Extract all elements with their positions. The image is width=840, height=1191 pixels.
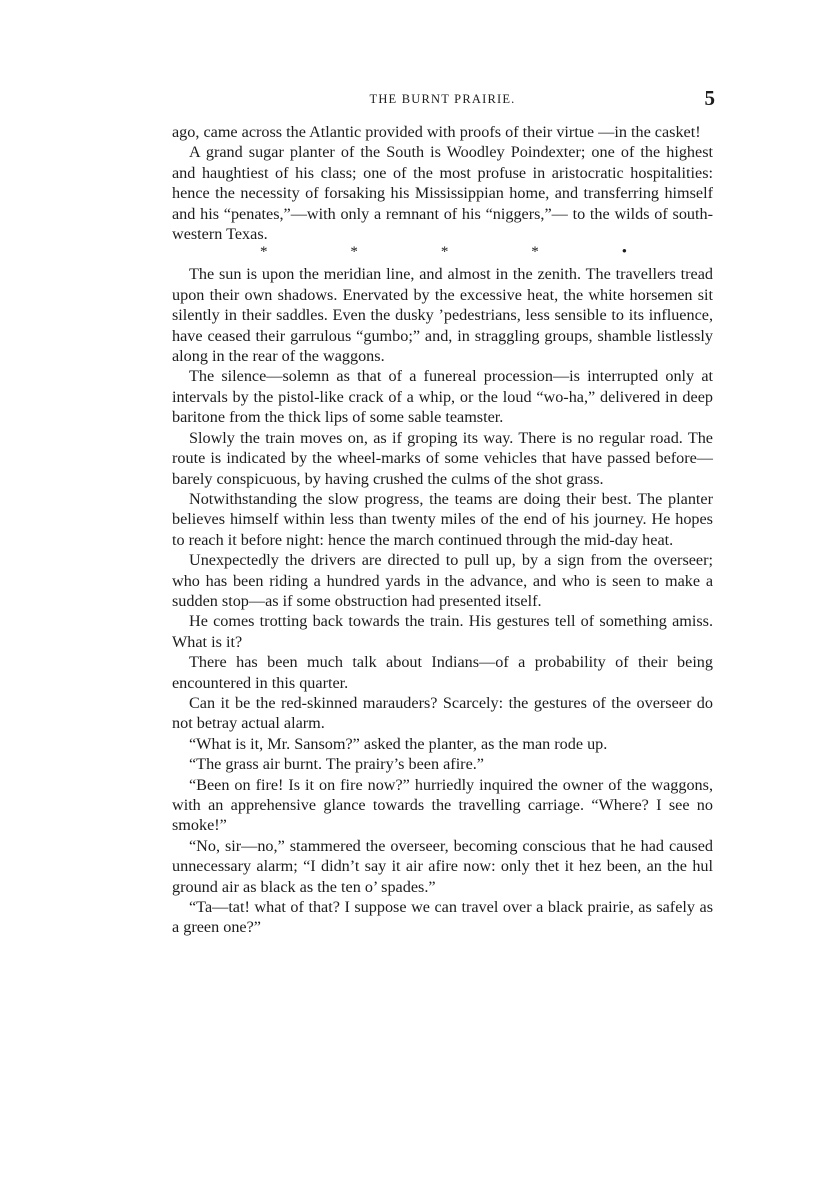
running-head: [172, 86, 713, 112]
paragraph: A grand sugar planter of the South is Woodley Poindexter; one of the highest and haughtiest of his class; one of the most profuse in aristocratic hospitalities: hence the necessity of forsaking his Mississippian home, and transferring himself and his “penates,”—with only a remnant of his “niggers,”— to the wilds of south-western Texas.: [172, 143, 713, 244]
paragraph: “What is it, Mr. Sansom?” asked the planter, as the man rode up.: [189, 734, 608, 753]
paragraph: He comes trotting back towards the train. His gestures tell of something amiss. What is it?: [172, 612, 713, 651]
section-break-mark: *: [350, 244, 358, 261]
paragraph: “No, sir—no,” stammered the overseer, becoming conscious that he had caused unnecessary alarm; “I didn’t say it air afire now: only thet it hez been, an the hul ground air as black as the ten o’ spades.”: [172, 836, 713, 896]
paragraph: Slowly the train moves on, as if groping its way. There is no regular road. The route is indicated by the wheel-marks of some vehicles that have passed before—barely conspicuous, by having crushed the culms of the shot grass.: [172, 428, 713, 488]
section-break-mark: *: [260, 244, 268, 261]
paragraph-continuation: ago, came across the Atlantic provided with proofs of their virtue —in the casket!: [172, 123, 701, 141]
page-number: 5: [704, 86, 715, 110]
section-break-mark: *: [440, 244, 449, 261]
paragraph: “Been on fire! Is it on fire now?” hurriedly inquired the owner of the waggons, with an apprehensive glance towards the travelling carriage. “Where? I see no smoke!”: [172, 775, 713, 835]
paragraph: The sun is upon the meridian line, and almost in the zenith. The travellers tread upon their own shadows. Enervated by the excessive heat, the white horsemen sit silently in their saddles. Even the dusky ’pedestrians, less sensible to its influence, have ceased their garrulous “gumbo;” and, in straggling groups, shamble listlessly along in the rear of the waggons.: [172, 265, 713, 366]
paragraph: There has been much talk about Indians—of a probability of their being encountered in this quarter.: [172, 653, 713, 692]
paragraph: Notwithstanding the slow progress, the teams are doing their best. The planter believes himself within less than twenty miles of the end of his journey. He hopes to reach it before night: hence the march continued through the mid-day heat.: [172, 489, 713, 549]
section-break: [172, 244, 713, 261]
section-break-mark: *: [531, 244, 539, 261]
paragraph: Can it be the red-skinned marauders? Scarcely: the gestures of the overseer do not betray actual alarm.: [172, 693, 713, 733]
book-page: [172, 86, 713, 938]
paragraph: Unexpectedly the drivers are directed to pull up, by a sign from the overseer; who has been riding a hundred yards in the advance, and who is seen to make a sudden stop—as if some obstruction had presented itself.: [172, 551, 713, 610]
paragraph: “Ta—tat! what of that? I suppose we can travel over a black prairie, as safely as a green one?”: [172, 898, 713, 937]
paragraph: The silence—solemn as that of a funereal procession—is interrupted only at intervals by the pistol-like crack of a whip, or the loud “wo-ha,” delivered in deep baritone from the thick lips of some sable teamster.: [172, 367, 713, 427]
section-break-mark: •: [621, 244, 627, 261]
running-title: THE BURNT PRAIRIE.: [369, 92, 516, 106]
body-text: [172, 122, 713, 938]
paragraph: “The grass air burnt. The prairy’s been afire.”: [189, 755, 484, 774]
